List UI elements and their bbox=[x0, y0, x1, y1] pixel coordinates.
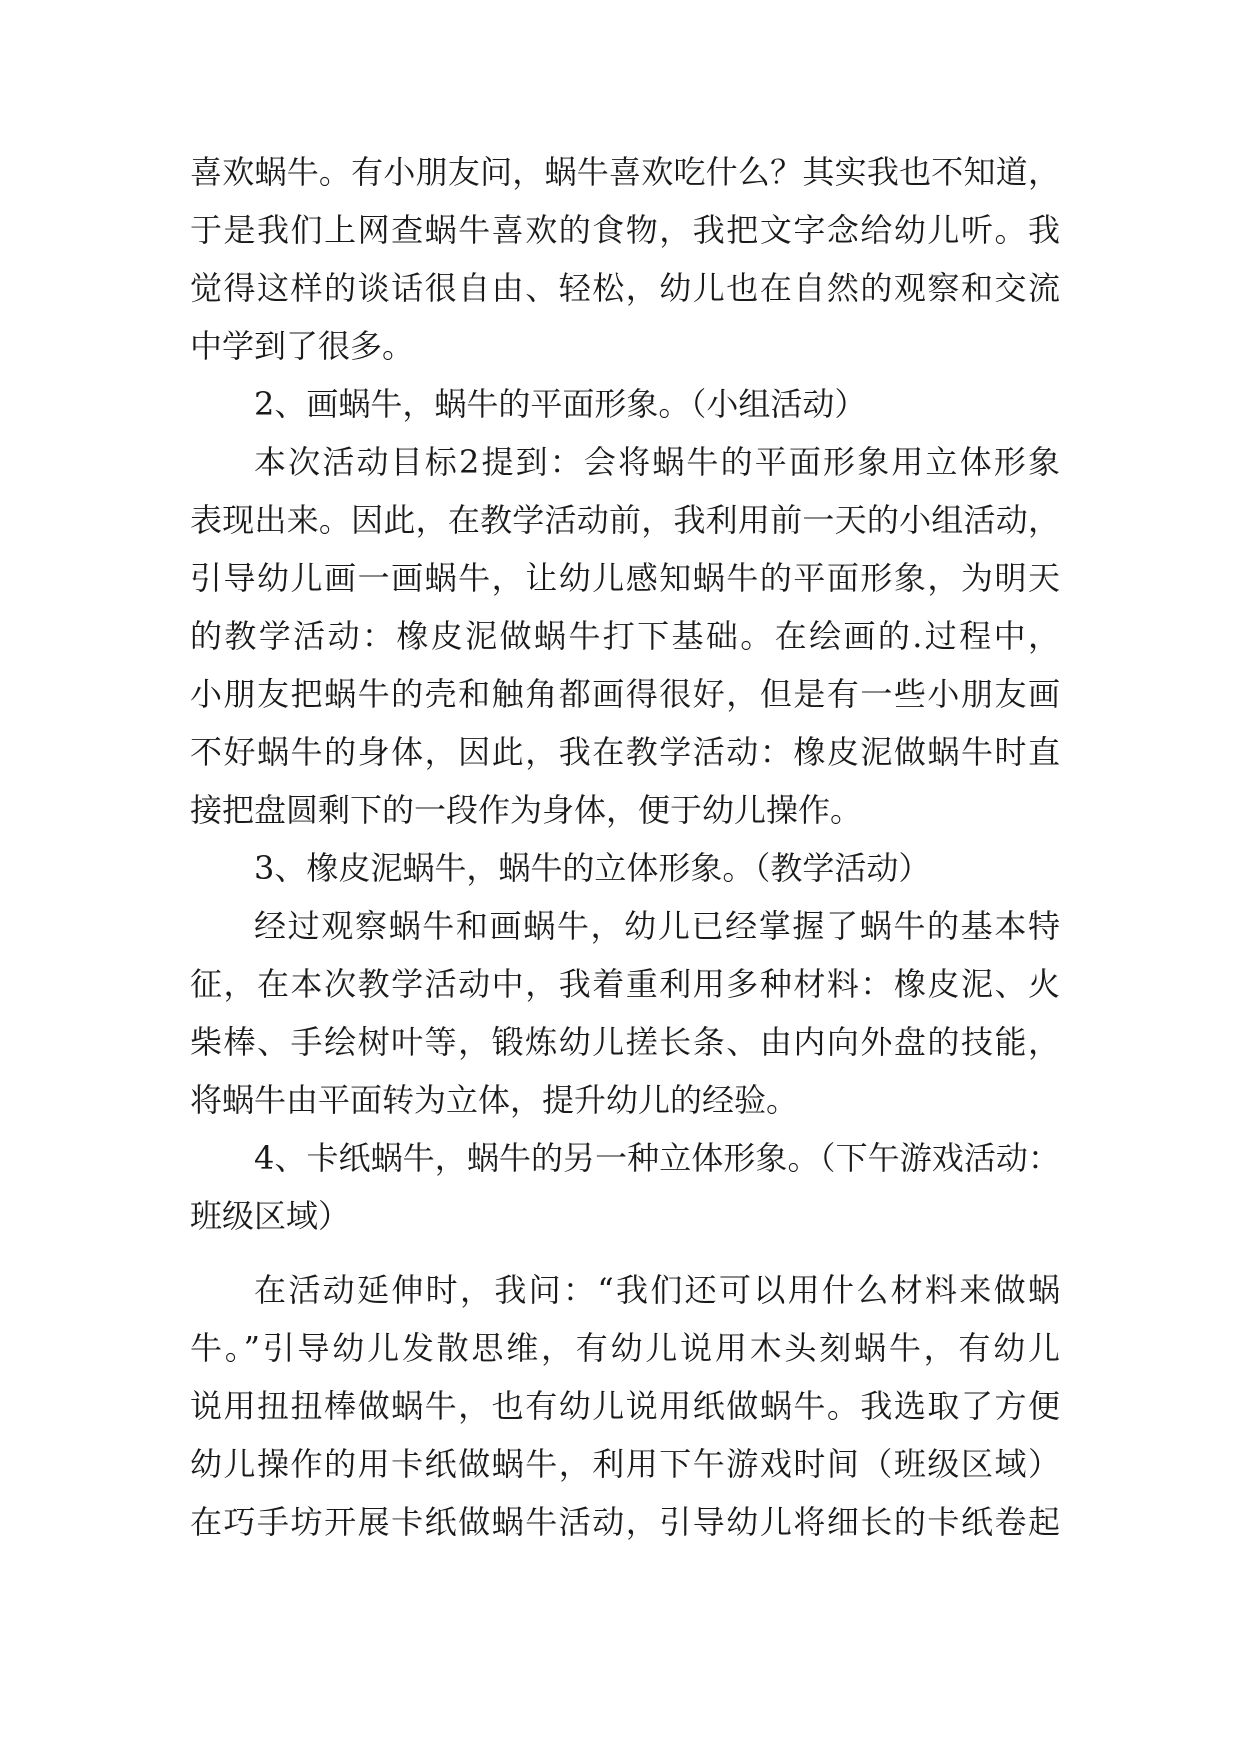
paragraph-line: 觉得这样的谈话很自由、轻松，幼儿也在自然的观察和交流 bbox=[190, 269, 1060, 307]
paragraph-line: 接把盘圆剩下的一段作为身体，便于幼儿操作。 bbox=[190, 791, 863, 829]
paragraph-line: 经过观察蜗牛和画蜗牛，幼儿已经掌握了蜗牛的基本特 bbox=[254, 907, 1060, 945]
paragraph-line: 于是我们上网查蜗牛喜欢的食物，我把文字念给幼儿听。我 bbox=[190, 211, 1060, 249]
paragraph-line: 在巧手坊开展卡纸做蜗牛活动，引导幼儿将细长的卡纸卷起 bbox=[190, 1503, 1060, 1541]
paragraph-line: 说用扭扭棒做蜗牛，也有幼儿说用纸做蜗牛。我选取了方便 bbox=[190, 1387, 1060, 1425]
section-heading: 2、画蜗牛，蜗牛的平面形象。（小组活动） bbox=[254, 385, 867, 423]
paragraph-line: 喜欢蜗牛。有小朋友问，蜗牛喜欢吃什么？其实我也不知道， bbox=[190, 153, 1060, 191]
paragraph-line: 柴棒、手绘树叶等，锻炼幼儿搓长条、由内向外盘的技能， bbox=[190, 1023, 1060, 1061]
paragraph-line: 中学到了很多。 bbox=[190, 327, 415, 365]
section-heading: 3、橡皮泥蜗牛，蜗牛的立体形象。（教学活动） bbox=[254, 849, 931, 887]
paragraph-line: 小朋友把蜗牛的壳和触角都画得很好，但是有一些小朋友画 bbox=[190, 675, 1060, 713]
paragraph-line: 引导幼儿画一画蜗牛，让幼儿感知蜗牛的平面形象，为明天 bbox=[190, 559, 1060, 597]
paragraph-line: 表现出来。因此，在教学活动前，我利用前一天的小组活动， bbox=[190, 501, 1060, 539]
paragraph-line: 本次活动目标2提到：会将蜗牛的平面形象用立体形象 bbox=[254, 443, 1060, 481]
paragraph-line: 将蜗牛由平面转为立体，提升幼儿的经验。 bbox=[190, 1081, 799, 1119]
section-heading-continuation: 班级区域） bbox=[190, 1197, 351, 1235]
section-heading: 4、卡纸蜗牛，蜗牛的另一种立体形象。（下午游戏活动： bbox=[254, 1139, 1060, 1177]
paragraph-line: 在活动延伸时，我问：“我们还可以用什么材料来做蜗 bbox=[254, 1271, 1060, 1309]
paragraph-line: 幼儿操作的用卡纸做蜗牛，利用下午游戏时间（班级区域） bbox=[190, 1445, 1060, 1483]
paragraph-line: 的教学活动：橡皮泥做蜗牛打下基础。在绘画的.过程中， bbox=[190, 617, 1060, 655]
paragraph-line: 牛。”引导幼儿发散思维，有幼儿说用木头刻蜗牛，有幼儿 bbox=[190, 1329, 1060, 1367]
paragraph-line: 征，在本次教学活动中，我着重利用多种材料：橡皮泥、火 bbox=[190, 965, 1060, 1003]
paragraph-line: 不好蜗牛的身体，因此，我在教学活动：橡皮泥做蜗牛时直 bbox=[190, 733, 1060, 771]
